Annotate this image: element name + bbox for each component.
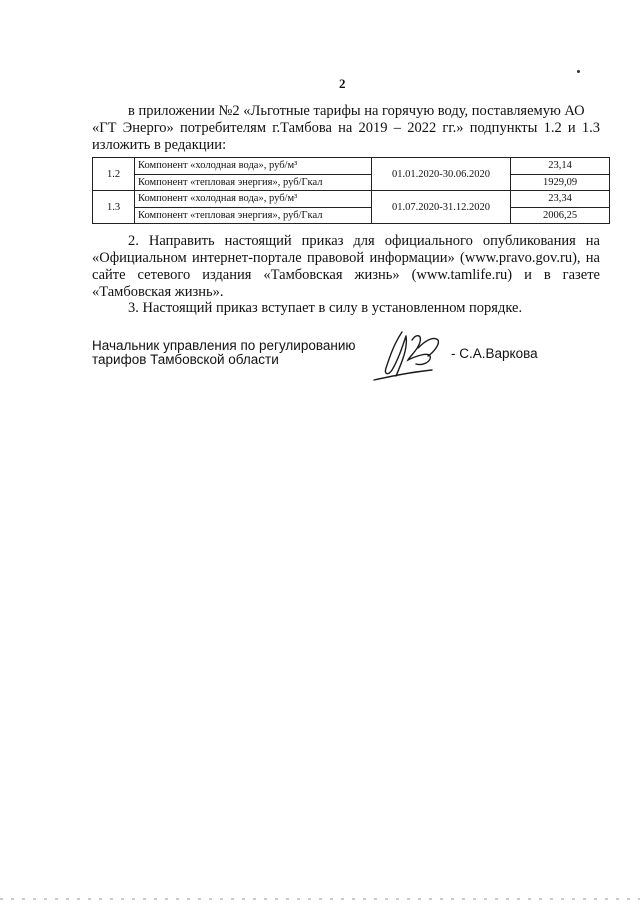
table-cell-component: Компонент «тепловая энергия», руб/Гкал: [135, 174, 372, 191]
paragraph-effective: 3. Настоящий приказ вступает в силу в установленном порядке.: [128, 300, 523, 316]
table-cell-component: Компонент «тепловая энергия», руб/Гкал: [135, 207, 372, 224]
table-cell-num: 1.2: [93, 158, 135, 191]
table-row: [93, 191, 610, 208]
dash-mark: -: [451, 346, 460, 361]
table-cell-component: Компонент «холодная вода», руб/м³: [135, 158, 372, 175]
handwritten-signature: [372, 326, 462, 382]
table-row: [93, 158, 610, 175]
table-row: [93, 207, 610, 224]
signatory-name: [451, 346, 538, 361]
table-cell-value: 2006,25: [511, 207, 610, 224]
signatory-position: [92, 339, 356, 367]
paragraph-intro-line1: в приложении №2 «Льготные тарифы на горячую воду, поставляемую АО: [128, 103, 585, 119]
table-cell-value: 1929,09: [511, 174, 610, 191]
signatory-position-line2: тарифов Тамбовской области: [92, 352, 279, 367]
page-number: 2: [339, 76, 346, 91]
scan-speck: [577, 70, 580, 73]
table-row: [93, 174, 610, 191]
scan-edge-noise: [0, 898, 640, 900]
paragraph-intro-rest: «ГТ Энерго» потребителям г.Тамбова на 2019 – 2022 гг.» подпункты 1.2 и 1.3 изложить в редакции:: [92, 120, 600, 153]
signatory-position-line1: Начальник управления по регулированию: [92, 338, 356, 353]
table-cell-period: 01.01.2020-30.06.2020: [372, 158, 511, 191]
table-cell-component: Компонент «холодная вода», руб/м³: [135, 191, 372, 208]
table-cell-value: 23,14: [511, 158, 610, 175]
signatory-name-text: С.А.Варкова: [459, 346, 538, 361]
table-cell-period: 01.07.2020-31.12.2020: [372, 191, 511, 224]
tariff-table: [92, 157, 610, 224]
table-cell-value: 23,34: [511, 191, 610, 208]
paragraph-intro: [92, 103, 600, 154]
table-cell-num: 1.3: [93, 191, 135, 224]
paragraph-publication: 2. Направить настоящий приказ для официального опубликования на «Официальном интернет-портале правовой информации» (www.pravo.gov.ru), на сайте сетевого издания «Тамбовская жизнь» (www.tamlife.ru) и в газете «Тамбовская жизнь».: [92, 233, 600, 300]
